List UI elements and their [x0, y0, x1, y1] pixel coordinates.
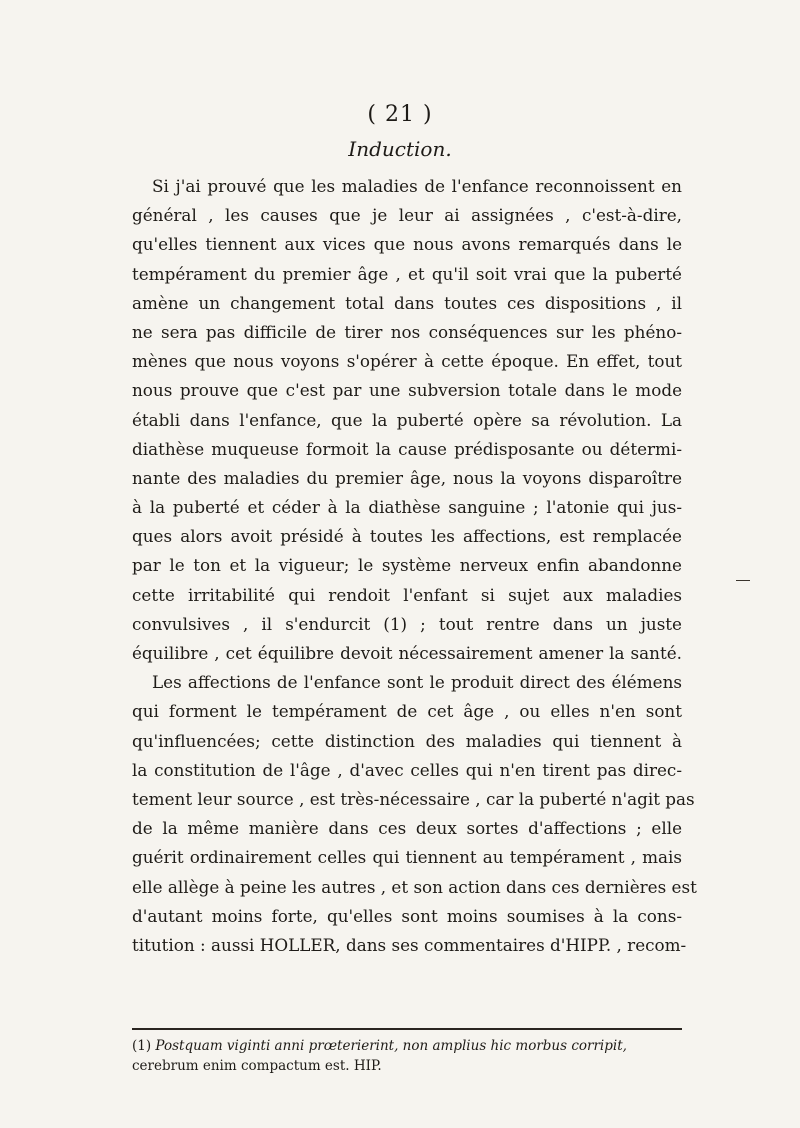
body-line: amène un changement total dans toutes ces dispositions , il [132, 292, 682, 313]
footnote-line-1 [132, 1036, 682, 1056]
body-line: elle allège à peine les autres , et son action dans ces dernières est [132, 876, 697, 897]
body-line: convulsives , il s'endurcit (1) ; tout rentre dans un juste [132, 613, 682, 634]
body-line: équilibre , cet équilibre devoit nécessairement amener la santé. [132, 643, 682, 663]
body-line: guérit ordinairement celles qui tiennent au tempérament , mais [132, 847, 682, 868]
body-line: tement leur source , est très-nécessaire , car la puberté n'agit pas [132, 788, 695, 809]
body-line: mènes que nous voyons s'opérer à cette époque. En effet, tout [132, 351, 682, 372]
footnote-latin-text: Postquam viginti anni prœterierint, non amplius hic morbus corripit, [155, 1038, 627, 1054]
page-number: ( 21 ) [367, 102, 433, 127]
body-line: qu'elles tiennent aux vices que nous avons remarqués dans le [132, 234, 682, 255]
section-title: Induction. [348, 137, 452, 161]
footnote-marker: (1) [132, 1038, 152, 1054]
footnote-rule [132, 1028, 682, 1030]
body-text [132, 172, 697, 960]
footnote-line-2 [132, 1056, 682, 1076]
body-line: la constitution de l'âge , d'avec celles qui n'en tirent pas direc- [132, 759, 682, 780]
footnote [132, 1036, 682, 1076]
body-line: titution : aussi HOLLER, dans ses commentaires d'HIPP. , recom- [132, 934, 687, 955]
footnote-continuation: cerebrum enim compactum est. [132, 1058, 350, 1074]
body-line: cette irritabilité qui rendoit l'enfant si sujet aux maladies [132, 584, 682, 605]
body-line: diathèse muqueuse formoit la cause prédisposante ou détermi- [132, 438, 682, 459]
body-line: d'autant moins forte, qu'elles sont moins soumises à la cons- [132, 905, 682, 926]
margin-mark [736, 580, 750, 581]
body-line: Les affections de l'enfance sont le produit direct des élémens [152, 672, 682, 693]
body-line: tempérament du premier âge , et qu'il soit vrai que la puberté [132, 263, 682, 284]
body-line: nante des maladies du premier âge, nous la voyons disparoître [132, 467, 682, 488]
body-line: par le ton et la vigueur; le système nerveux enfin abandonne [132, 555, 682, 576]
body-line: à la puberté et céder à la diathèse sanguine ; l'atonie qui jus- [132, 497, 682, 518]
body-line: établi dans l'enfance, que la puberté opère sa révolution. La [132, 409, 682, 430]
body-line: général , les causes que je leur ai assignées , c'est-à-dire, [132, 205, 682, 226]
body-line: ne sera pas difficile de tirer nos conséquences sur les phéno- [132, 321, 682, 342]
body-line: de la même manière dans ces deux sortes d'affections ; elle [132, 818, 682, 839]
footnote-attribution: HIP. [353, 1058, 382, 1074]
body-line: ques alors avoit présidé à toutes les affections, est remplacée [132, 526, 682, 547]
body-line: nous prouve que c'est par une subversion totale dans le mode [132, 380, 682, 401]
body-line: qu'influencées; cette distinction des maladies qui tiennent à [132, 730, 682, 751]
body-line: Si j'ai prouvé que les maladies de l'enfance reconnoissent en [152, 176, 682, 196]
body-line: qui forment le tempérament de cet âge , ou elles n'en sont [132, 701, 682, 722]
